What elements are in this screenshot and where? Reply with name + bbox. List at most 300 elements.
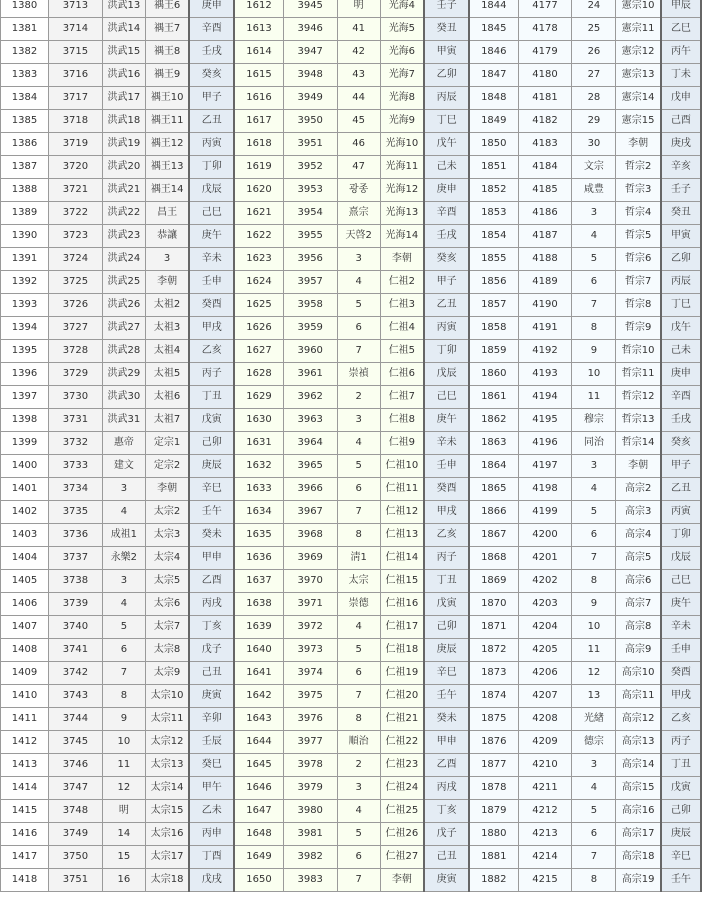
cell-ganzhi-c: 戊申 [661, 87, 701, 110]
cell-era-b: 5 [337, 294, 380, 317]
cell-reign-a: 3 [145, 248, 189, 271]
cell-ganzhi-a: 辛巳 [189, 478, 234, 501]
cell-era-b: 崇禎 [337, 363, 380, 386]
cell-era-b: 3 [337, 409, 380, 432]
table-row [1, 317, 702, 340]
cell-dangi: 4194 [518, 386, 572, 409]
cell-reign-c: 高宗10 [616, 662, 661, 685]
cell-ganzhi-a: 丁卯 [189, 156, 234, 179]
cell-year: 1846 [469, 41, 518, 64]
cell-era-b: 47 [337, 156, 380, 179]
cell-dangi: 3739 [48, 593, 102, 616]
cell-year: 1393 [1, 294, 49, 317]
cell-reign-c: 高宗16 [616, 800, 661, 823]
cell-reign-b: 仁祖6 [380, 363, 424, 386]
cell-ganzhi-c: 戊寅 [661, 777, 701, 800]
cell-era-a: 7 [102, 662, 145, 685]
cell-ganzhi-a: 丙戌 [189, 593, 234, 616]
cell-year: 1647 [234, 800, 283, 823]
cell-dangi: 4199 [518, 501, 572, 524]
cell-era-c: 4 [572, 478, 616, 501]
cell-ganzhi-c: 庚戌 [661, 133, 701, 156]
cell-dangi: 3957 [283, 271, 337, 294]
cell-era-c: 同治 [572, 432, 616, 455]
cell-ganzhi-c: 辛亥 [661, 156, 701, 179]
cell-year: 1416 [1, 823, 49, 846]
table-row [1, 64, 702, 87]
cell-reign-a: 太宗4 [145, 547, 189, 570]
cell-dangi: 3971 [283, 593, 337, 616]
cell-ganzhi-a: 庚午 [189, 225, 234, 248]
cell-ganzhi-b: 壬申 [424, 455, 469, 478]
cell-ganzhi-a: 乙丑 [189, 110, 234, 133]
cell-dangi: 3948 [283, 64, 337, 87]
cell-year: 1418 [1, 869, 49, 892]
cell-dangi: 4184 [518, 156, 572, 179]
cell-era-a: 洪武17 [102, 87, 145, 110]
cell-year: 1622 [234, 225, 283, 248]
cell-era-a: 洪武26 [102, 294, 145, 317]
cell-era-b: 5 [337, 455, 380, 478]
cell-dangi: 3979 [283, 777, 337, 800]
table-row [1, 87, 702, 110]
cell-ganzhi-c: 乙亥 [661, 708, 701, 731]
cell-ganzhi-b: 乙酉 [424, 754, 469, 777]
cell-year: 1852 [469, 179, 518, 202]
cell-dangi: 3735 [48, 501, 102, 524]
cell-year: 1847 [469, 64, 518, 87]
cell-year: 1867 [469, 524, 518, 547]
cell-reign-a: 太宗15 [145, 800, 189, 823]
cell-dangi: 3737 [48, 547, 102, 570]
table-row [1, 409, 702, 432]
cell-era-b: 3 [337, 248, 380, 271]
cell-era-b: 광종 [337, 179, 380, 202]
cell-ganzhi-c: 戊午 [661, 317, 701, 340]
cell-era-c: 9 [572, 340, 616, 363]
cell-dangi: 4200 [518, 524, 572, 547]
cell-dangi: 3980 [283, 800, 337, 823]
cell-reign-c: 憲宗12 [616, 41, 661, 64]
cell-ganzhi-c: 己未 [661, 340, 701, 363]
cell-dangi: 3973 [283, 639, 337, 662]
cell-year: 1404 [1, 547, 49, 570]
cell-era-a: 惠帝 [102, 432, 145, 455]
cell-ganzhi-c: 壬戌 [661, 409, 701, 432]
cell-ganzhi-c: 庚申 [661, 363, 701, 386]
cell-dangi: 3738 [48, 570, 102, 593]
cell-year: 1417 [1, 846, 49, 869]
cell-era-c: 29 [572, 110, 616, 133]
cell-year: 1853 [469, 202, 518, 225]
cell-ganzhi-b: 癸丑 [424, 18, 469, 41]
cell-ganzhi-a: 己卯 [189, 432, 234, 455]
cell-reign-a: 太宗17 [145, 846, 189, 869]
cell-ganzhi-c: 丙午 [661, 41, 701, 64]
cell-reign-b: 仁祖4 [380, 317, 424, 340]
cell-dangi: 3733 [48, 455, 102, 478]
cell-year: 1395 [1, 340, 49, 363]
cell-year: 1383 [1, 64, 49, 87]
cell-dangi: 4195 [518, 409, 572, 432]
cell-dangi: 3953 [283, 179, 337, 202]
cell-reign-a: 太祖3 [145, 317, 189, 340]
cell-reign-b: 仁祖20 [380, 685, 424, 708]
cell-reign-b: 仁祖24 [380, 777, 424, 800]
table-row [1, 225, 702, 248]
cell-ganzhi-a: 乙酉 [189, 570, 234, 593]
table-row [1, 294, 702, 317]
cell-dangi: 4179 [518, 41, 572, 64]
cell-era-b: 45 [337, 110, 380, 133]
cell-ganzhi-b: 丁卯 [424, 340, 469, 363]
cell-dangi: 3720 [48, 156, 102, 179]
cell-era-b: 順治 [337, 731, 380, 754]
cell-era-b: 44 [337, 87, 380, 110]
cell-reign-c: 高宗5 [616, 547, 661, 570]
cell-dangi: 3724 [48, 248, 102, 271]
cell-dangi: 3728 [48, 340, 102, 363]
cell-ganzhi-a: 辛未 [189, 248, 234, 271]
cell-reign-a: 禑王11 [145, 110, 189, 133]
cell-ganzhi-b: 辛巳 [424, 662, 469, 685]
cell-era-a: 5 [102, 616, 145, 639]
cell-era-c: 穆宗 [572, 409, 616, 432]
cell-dangi: 3969 [283, 547, 337, 570]
cell-era-c: 11 [572, 386, 616, 409]
cell-reign-a: 定宗2 [145, 455, 189, 478]
cell-dangi: 4185 [518, 179, 572, 202]
cell-dangi: 4178 [518, 18, 572, 41]
cell-era-a: 洪武30 [102, 386, 145, 409]
cell-era-c: 德宗 [572, 731, 616, 754]
cell-era-a: 洪武23 [102, 225, 145, 248]
cell-year: 1639 [234, 616, 283, 639]
table-row [1, 524, 702, 547]
cell-year: 1390 [1, 225, 49, 248]
cell-reign-a: 太宗14 [145, 777, 189, 800]
cell-year: 1386 [1, 133, 49, 156]
cell-dangi: 3951 [283, 133, 337, 156]
cell-ganzhi-a: 戊寅 [189, 409, 234, 432]
cell-year: 1640 [234, 639, 283, 662]
cell-era-c: 3 [572, 754, 616, 777]
cell-era-c: 8 [572, 317, 616, 340]
cell-year: 1615 [234, 64, 283, 87]
cell-year: 1414 [1, 777, 49, 800]
table-row [1, 639, 702, 662]
cell-year: 1397 [1, 386, 49, 409]
cell-era-c: 光緖 [572, 708, 616, 731]
cell-ganzhi-c: 癸酉 [661, 662, 701, 685]
cell-reign-c: 哲宗14 [616, 432, 661, 455]
cell-dangi: 4181 [518, 87, 572, 110]
cell-dangi: 4201 [518, 547, 572, 570]
cell-ganzhi-b: 庚申 [424, 179, 469, 202]
cell-dangi: 4193 [518, 363, 572, 386]
cell-dangi: 3745 [48, 731, 102, 754]
cell-era-a: 4 [102, 593, 145, 616]
cell-reign-c: 高宗19 [616, 869, 661, 892]
cell-dangi: 3974 [283, 662, 337, 685]
cell-dangi: 3731 [48, 409, 102, 432]
table-row [1, 432, 702, 455]
cell-era-a: 成祖1 [102, 524, 145, 547]
cell-reign-b: 仁祖9 [380, 432, 424, 455]
cell-dangi: 4189 [518, 271, 572, 294]
cell-year: 1410 [1, 685, 49, 708]
cell-era-a: 洪武15 [102, 41, 145, 64]
cell-reign-c: 憲宗14 [616, 87, 661, 110]
cell-year: 1619 [234, 156, 283, 179]
cell-ganzhi-b: 甲寅 [424, 41, 469, 64]
cell-ganzhi-c: 辛巳 [661, 846, 701, 869]
cell-era-a: 15 [102, 846, 145, 869]
cell-dangi: 3730 [48, 386, 102, 409]
cell-year: 1620 [234, 179, 283, 202]
cell-reign-a: 定宗1 [145, 432, 189, 455]
cell-year: 1629 [234, 386, 283, 409]
cell-reign-b: 仁祖10 [380, 455, 424, 478]
cell-year: 1649 [234, 846, 283, 869]
cell-year: 1613 [234, 18, 283, 41]
cell-year: 1873 [469, 662, 518, 685]
cell-year: 1641 [234, 662, 283, 685]
cell-reign-a: 禑王6 [145, 0, 189, 18]
cell-dangi: 3952 [283, 156, 337, 179]
cell-year: 1865 [469, 478, 518, 501]
cell-year: 1618 [234, 133, 283, 156]
cell-ganzhi-b: 戊子 [424, 823, 469, 846]
cell-year: 1857 [469, 294, 518, 317]
table-row [1, 846, 702, 869]
cell-dangi: 4192 [518, 340, 572, 363]
cell-era-c: 25 [572, 18, 616, 41]
cell-reign-a: 太祖4 [145, 340, 189, 363]
cell-era-b: 42 [337, 41, 380, 64]
cell-ganzhi-c: 丁丑 [661, 754, 701, 777]
cell-reign-c: 高宗11 [616, 685, 661, 708]
table-row [1, 823, 702, 846]
cell-era-a: 洪武21 [102, 179, 145, 202]
cell-era-a: 洪武18 [102, 110, 145, 133]
cell-dangi: 4182 [518, 110, 572, 133]
cell-reign-c: 高宗12 [616, 708, 661, 731]
cell-era-a: 14 [102, 823, 145, 846]
cell-reign-b: 仁祖12 [380, 501, 424, 524]
cell-dangi: 4198 [518, 478, 572, 501]
cell-era-a: 11 [102, 754, 145, 777]
cell-reign-a: 禑王14 [145, 179, 189, 202]
cell-ganzhi-a: 壬辰 [189, 731, 234, 754]
cell-era-b: 6 [337, 662, 380, 685]
cell-year: 1632 [234, 455, 283, 478]
cell-dangi: 3742 [48, 662, 102, 685]
cell-reign-c: 哲宗7 [616, 271, 661, 294]
cell-era-c: 6 [572, 271, 616, 294]
cell-era-c: 8 [572, 869, 616, 892]
cell-era-c: 5 [572, 248, 616, 271]
cell-era-a: 洪武24 [102, 248, 145, 271]
table-row [1, 593, 702, 616]
cell-era-b: 熹宗 [337, 202, 380, 225]
cell-year: 1859 [469, 340, 518, 363]
cell-year: 1861 [469, 386, 518, 409]
cell-ganzhi-a: 戊辰 [189, 179, 234, 202]
cell-reign-b: 光海4 [380, 0, 424, 18]
cell-reign-c: 高宗4 [616, 524, 661, 547]
table-row [1, 616, 702, 639]
cell-era-b: 2 [337, 754, 380, 777]
cell-year: 1869 [469, 570, 518, 593]
cell-ganzhi-b: 己丑 [424, 846, 469, 869]
cell-year: 1402 [1, 501, 49, 524]
cell-reign-b: 仁祖16 [380, 593, 424, 616]
table-row [1, 708, 702, 731]
cell-ganzhi-a: 乙亥 [189, 340, 234, 363]
cell-dangi: 3983 [283, 869, 337, 892]
cell-era-c: 4 [572, 777, 616, 800]
cell-era-b: 4 [337, 616, 380, 639]
cell-year: 1624 [234, 271, 283, 294]
cell-reign-a: 太祖5 [145, 363, 189, 386]
cell-year: 1844 [469, 0, 518, 18]
cell-dangi: 4210 [518, 754, 572, 777]
cell-dangi: 3962 [283, 386, 337, 409]
cell-reign-c: 哲宗5 [616, 225, 661, 248]
cell-reign-c: 哲宗13 [616, 409, 661, 432]
cell-year: 1392 [1, 271, 49, 294]
cell-reign-c: 哲宗6 [616, 248, 661, 271]
cell-reign-b: 仁祖14 [380, 547, 424, 570]
table-row [1, 800, 702, 823]
cell-era-a: 洪武14 [102, 18, 145, 41]
cell-reign-a: 太宗2 [145, 501, 189, 524]
cell-era-a: 洪武19 [102, 133, 145, 156]
table-row [1, 754, 702, 777]
cell-reign-a: 李朝 [145, 271, 189, 294]
cell-ganzhi-a: 己丑 [189, 662, 234, 685]
cell-reign-b: 仁祖5 [380, 340, 424, 363]
cell-era-b: 2 [337, 386, 380, 409]
cell-reign-c: 憲宗13 [616, 64, 661, 87]
cell-era-a: 洪武16 [102, 64, 145, 87]
cell-reign-a: 太宗18 [145, 869, 189, 892]
cell-reign-a: 太宗6 [145, 593, 189, 616]
cell-dangi: 4208 [518, 708, 572, 731]
table-row [1, 110, 702, 133]
cell-reign-b: 仁祖25 [380, 800, 424, 823]
cell-year: 1871 [469, 616, 518, 639]
table-body [1, 0, 702, 892]
cell-era-a: 洪武29 [102, 363, 145, 386]
cell-year: 1409 [1, 662, 49, 685]
cell-dangi: 4187 [518, 225, 572, 248]
cell-dangi: 3726 [48, 294, 102, 317]
cell-reign-b: 李朝 [380, 869, 424, 892]
cell-dangi: 3982 [283, 846, 337, 869]
cell-year: 1382 [1, 41, 49, 64]
cell-dangi: 3975 [283, 685, 337, 708]
cell-dangi: 4196 [518, 432, 572, 455]
cell-ganzhi-c: 己酉 [661, 110, 701, 133]
cell-year: 1380 [1, 0, 49, 18]
cell-reign-a: 太宗7 [145, 616, 189, 639]
cell-era-a: 洪武27 [102, 317, 145, 340]
table-row [1, 156, 702, 179]
cell-reign-b: 光海14 [380, 225, 424, 248]
cell-dangi: 3954 [283, 202, 337, 225]
cell-dangi: 3729 [48, 363, 102, 386]
cell-ganzhi-a: 甲戌 [189, 317, 234, 340]
cell-year: 1631 [234, 432, 283, 455]
cell-era-b: 7 [337, 685, 380, 708]
cell-year: 1855 [469, 248, 518, 271]
cell-ganzhi-b: 辛未 [424, 432, 469, 455]
cell-era-c: 30 [572, 133, 616, 156]
table-row [1, 18, 702, 41]
cell-era-b: 6 [337, 317, 380, 340]
cell-ganzhi-b: 丁丑 [424, 570, 469, 593]
cell-ganzhi-b: 癸酉 [424, 478, 469, 501]
cell-ganzhi-b: 丙戌 [424, 777, 469, 800]
cell-reign-a: 太宗9 [145, 662, 189, 685]
cell-year: 1408 [1, 639, 49, 662]
cell-dangi: 4214 [518, 846, 572, 869]
cell-dangi: 3714 [48, 18, 102, 41]
cell-year: 1851 [469, 156, 518, 179]
cell-era-c: 文宗 [572, 156, 616, 179]
cell-dangi: 4190 [518, 294, 572, 317]
cell-dangi: 4212 [518, 800, 572, 823]
cell-era-c: 7 [572, 547, 616, 570]
cell-ganzhi-c: 壬子 [661, 179, 701, 202]
cell-year: 1396 [1, 363, 49, 386]
cell-year: 1398 [1, 409, 49, 432]
cell-reign-b: 光海13 [380, 202, 424, 225]
cell-year: 1878 [469, 777, 518, 800]
cell-year: 1617 [234, 110, 283, 133]
cell-dangi: 3976 [283, 708, 337, 731]
cell-reign-c: 高宗18 [616, 846, 661, 869]
cell-year: 1636 [234, 547, 283, 570]
cell-dangi: 4197 [518, 455, 572, 478]
cell-year: 1845 [469, 18, 518, 41]
cell-ganzhi-a: 己巳 [189, 202, 234, 225]
cell-year: 1858 [469, 317, 518, 340]
cell-year: 1872 [469, 639, 518, 662]
cell-dangi: 3967 [283, 501, 337, 524]
cell-dangi: 4207 [518, 685, 572, 708]
cell-reign-a: 太宗16 [145, 823, 189, 846]
cell-reign-b: 仁祖8 [380, 409, 424, 432]
cell-era-b: 3 [337, 777, 380, 800]
cell-ganzhi-c: 壬午 [661, 869, 701, 892]
cell-dangi: 3955 [283, 225, 337, 248]
cell-ganzhi-c: 辛酉 [661, 386, 701, 409]
cell-reign-a: 禑王10 [145, 87, 189, 110]
cell-era-b: 4 [337, 800, 380, 823]
cell-dangi: 4202 [518, 570, 572, 593]
cell-dangi: 4191 [518, 317, 572, 340]
cell-year: 1634 [234, 501, 283, 524]
cell-dangi: 4213 [518, 823, 572, 846]
cell-reign-a: 太宗5 [145, 570, 189, 593]
cell-ganzhi-a: 癸巳 [189, 754, 234, 777]
cell-ganzhi-b: 庚辰 [424, 639, 469, 662]
cell-reign-b: 光海7 [380, 64, 424, 87]
cell-year: 1400 [1, 455, 49, 478]
